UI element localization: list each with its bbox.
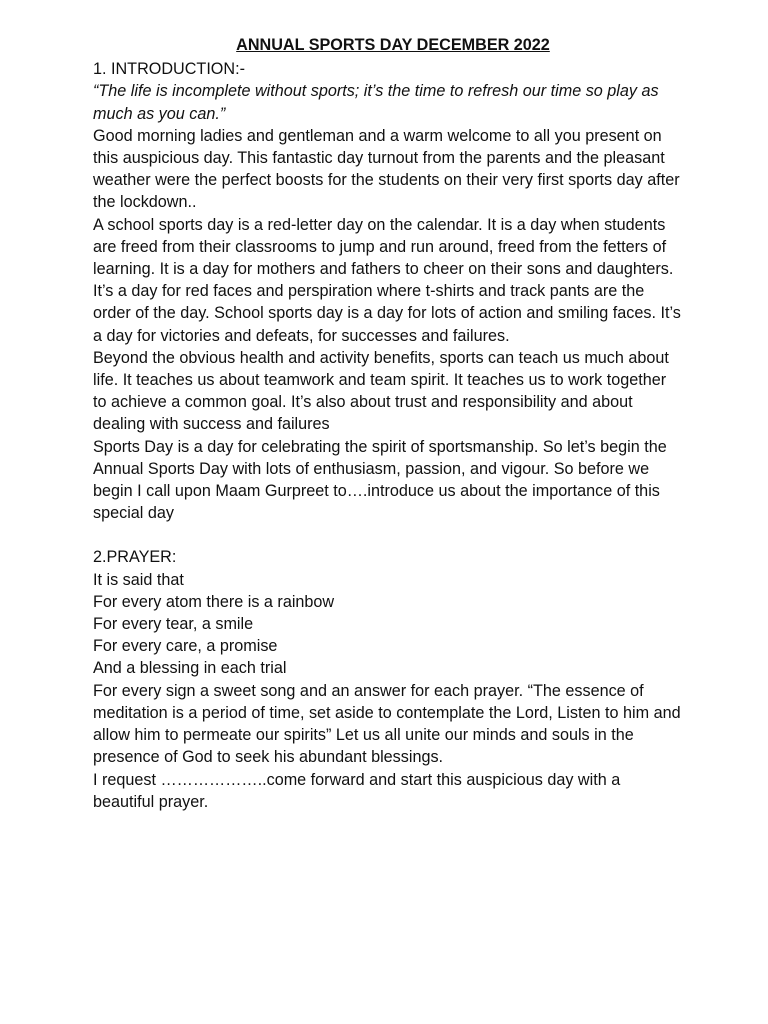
prayer-paragraph: For every sign a sweet song and an answer for each prayer. “The essence of meditation is a period of time, set aside to contemplate the Lord, Listen to him and allow him to permeate our spirits” Let us all unite our minds and souls in the presence of God to seek his abundant blessings. [93, 681, 681, 767]
introduction-heading: 1. INTRODUCTION:- [93, 60, 245, 79]
prayer-line: And a blessing in each trial [93, 659, 287, 678]
prayer-line: It is said that [93, 570, 184, 589]
prayer-line: For every tear, a smile [93, 615, 254, 634]
paragraph-benefits: Beyond the obvious health and activity benefits, sports can teach us much about life. It teaches us about teamwork and team spirit. It teaches us to work together to achieve a common goal. It’s also about trust and responsibility and about dealing with success and failures [93, 348, 669, 434]
prayer-heading: 2.PRAYER: [93, 548, 177, 567]
prayer-line: For every care, a promise [93, 637, 278, 656]
document-body [93, 34, 683, 813]
document-title: ANNUAL SPORTS DAY DECEMBER 2022 [236, 36, 550, 54]
closing-request: I request ………………..come forward and start this auspicious day with a beautiful prayer. [93, 770, 621, 811]
prayer-line: For every atom there is a rainbow [93, 592, 335, 611]
opening-quote: “The life is incomplete without sports; it’s the time to refresh our time so play as much as you can.” [93, 82, 659, 123]
paragraph-sportsmanship: Sports Day is a day for celebrating the spirit of sportsmanship. So let’s begin the Annual Sports Day with lots of enthusiasm, passion, and vigour. So before we begin I call upon Maam Gurpreet to….introduce us about the importance of this special day [93, 437, 667, 523]
paragraph-red-letter-day: A school sports day is a red-letter day on the calendar. It is a day when students are freed from their classrooms to jump and run around, freed from the fetters of learning. It is a day for mothers and fathers to cheer on their sons and daughters. [93, 215, 674, 279]
section-spacer [93, 524, 683, 546]
paragraph-red-faces: It’s a day for red faces and perspiration where t-shirts and track pants are the order of the day. School sports day is a day for lots of action and smiling faces. It’s a day for victories and defeats, for successes and failures. [93, 282, 681, 345]
paragraph-welcome: Good morning ladies and gentleman and a warm welcome to all you present on this auspicious day. This fantastic day turnout from the parents and the pleasant weather were the perfect boosts for the students on their very first sports day after the lockdown.. [93, 126, 680, 212]
